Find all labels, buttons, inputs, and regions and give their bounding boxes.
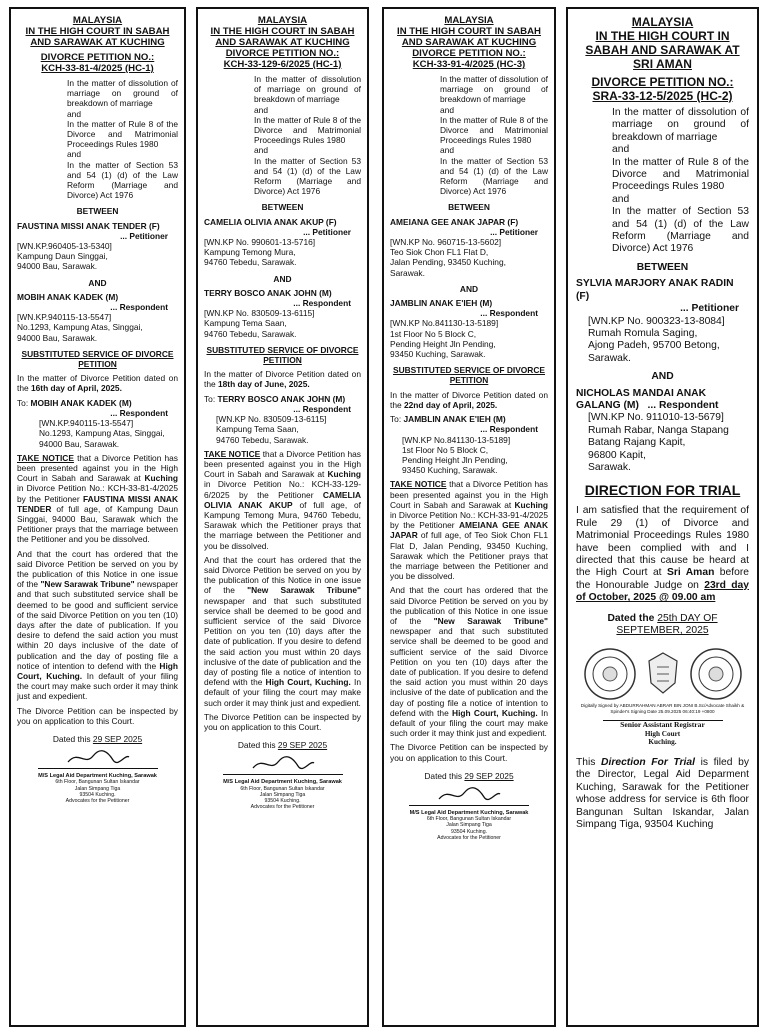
to-address: 94000 Bau, Sarawak. — [39, 438, 120, 449]
notice-column-3 — [382, 7, 556, 1027]
petition-date: 22nd day of April, 2025. — [403, 399, 498, 410]
and-label: AND — [88, 277, 107, 288]
signature-icon — [248, 754, 318, 774]
petitioner-ic: [WN.KP.960405-13-5340] — [17, 241, 112, 252]
petitioner-role: ... Petitioner — [680, 303, 739, 315]
court-seal-icon — [583, 647, 637, 701]
digital-signature-text: Digitally Signed by ABDURRAHMAN ABRAR BIN JONI B.Sc/Advocate Shaikh & Spinder's Signing Date 25.09.2025 06:40:19 +0800 — [580, 703, 745, 714]
signature-line — [38, 768, 158, 769]
between-label: BETWEEN — [76, 206, 119, 217]
to-name: TERRY BOSCO ANAK JOHN (M) — [217, 393, 346, 404]
petitioner-address: Sarawak. — [588, 352, 631, 364]
respondent-address: Sarawak. — [588, 461, 631, 473]
advocate-block: M/S Legal Aid Department Kuching, Sarawak 6th Floor, Bangunan Sultan Iskandar Jalan Simpang Tiga 93504 Kuching. Advocates for the Petitioner — [223, 779, 342, 811]
signature-icon — [63, 748, 133, 768]
petitioner-address: Jalan Pending, 93450 Kuching, — [390, 257, 506, 268]
notice-column-2 — [196, 7, 369, 1027]
matter-rule8: In the matter of Rule 8 of the Divorce and Matrimonial Proceedings Rules 1980 — [440, 114, 548, 146]
matter-section53: In the matter of Section 53 and 54 (1) (d) of the Law Reform (Marriage and Divorce) Act 1976 — [612, 206, 749, 255]
advocate-block: M/S Legal Aid Department Kuching, Sarawak 6th Floor, Bangunan Sultan Iskandar Jalan Simpang Tiga 93504 Kuching. Advocates for the Petitioner — [38, 773, 157, 804]
respondent-ic: [WN.KP No.841130-13-5189] — [390, 318, 499, 329]
court-heading: IN THE HIGH COURT IN SABAH AND SARAWAK AT SRI AMAN — [585, 29, 740, 71]
country-heading: MALAYSIA — [257, 15, 308, 26]
to-ic: [WN.KP No. 830509-13-6115] — [216, 414, 327, 425]
petition-no-label: DIVORCE PETITION NO.: — [40, 52, 155, 63]
petition-date-text: In the matter of Divorce Petition dated on the 16th day of April, 2025. — [17, 373, 178, 394]
matter-and: and — [612, 144, 630, 156]
petitioner-name: SYLVIA MARJORY ANAK RADIN (F) — [576, 278, 734, 302]
petitioner-address: Rumah Romula Saging, — [588, 327, 698, 339]
matter-and: and — [254, 104, 268, 115]
service-order-paragraph: And that the court has ordered that the said Divorce Petition be served on you by the publication of this Notice in one issue of the "New Sarawak Tribune" newspaper and that such substituted service shall be deemed to be good and sufficient service of the said Divorce Petition on you ten (10) days after the date of publication. If you desire to defend the said action you must within 20 days inclusive of the date of publication and the day of posting file a notice of intention to defend with the High Court, Kuching. In default of your filing the court may make such order it may think just and expedient. — [204, 554, 361, 708]
country-heading: MALAYSIA — [631, 15, 694, 29]
service-order-paragraph: And that the court has ordered that the said Divorce Petition be served on you by the publication of this Notice in one issue of the "New Sarawak Tribune" newspaper and that such substituted service shall be deemed to be good and sufficient service of the said Divorce Petition on you ten (10) days after the date of publication. If you desire to defend the said action you must within 20 days inclusive of the date of publication and the day of posting file a notice of intention to defend with the High Court, Kuching. In default of your filing the court may make such order it may think just and expedient. — [17, 548, 179, 702]
inspect-paragraph: The Divorce Petition can be inspected by you on application to this Court. — [390, 742, 548, 763]
matter-section53: In the matter of Section 53 and 54 (1) (d) of the Law Reform (Marriage and Divorce) Act 1976 — [440, 155, 548, 197]
respondent-address: 1st Floor No 5 Block C, — [390, 328, 477, 339]
respondent-name: MOBIH ANAK KADEK (M) — [17, 291, 119, 302]
respondent-address: No.1293, Kampung Atas, Singgai, — [17, 322, 143, 333]
petitioner-address: 94000 Bau, Sarawak. — [17, 261, 98, 272]
respondent-address: Pending Height Jln Pending, — [390, 338, 496, 349]
petitioner-role: ... Petitioner — [490, 226, 538, 237]
respondent-role: ... Respondent — [293, 403, 351, 414]
to-address: No.1293, Kampung Atas, Singgai, — [39, 428, 165, 439]
respondent-address: Batang Rajang Kapit, — [588, 437, 686, 449]
to-name: MOBIH ANAK KADEK (M) — [30, 397, 132, 408]
petitioner-address: Kampung Daun Singgai, — [17, 251, 108, 262]
substituted-service-heading: SUBSTITUTED SERVICE OF DIVORCE PETITION — [206, 344, 359, 366]
respondent-ic: [WN.KP No. 830509-13-6115] — [204, 308, 315, 319]
respondent-name-line2: GALANG (M) ... Respondent — [576, 399, 719, 411]
to-line: To: MOBIH ANAK KADEK (M) — [17, 397, 132, 408]
matter-and: and — [612, 193, 630, 205]
advocate-block: M/S Legal Aid Department Kuching, Sarawak 6th Floor, Bangunan Sultan Iskandar Jalan Simpang Tiga 93504 Kuching. Advocates for the Petitioner — [409, 810, 529, 841]
respondent-ic: [WN.KP.940115-13-5547] — [17, 312, 112, 323]
petition-no: KCH-33-91-4/2025 (HC-3) — [412, 59, 526, 70]
filing-note: This Direction For Trial is filed by the Director, Legal Aid Deparment Kuching, Sarawak for the Petitioner whose address for service is 6th floor Bangunan Sultan Iskandar, Jalan Simpang Tiga, 93504 Kuching — [576, 757, 749, 831]
respondent-role: ... Respondent — [110, 407, 168, 418]
take-notice-paragraph: TAKE NOTICE that a Divorce Petition has been presented against you in the High Court in Sabah and Sarawak at Kuching in Divorce Petition No.: KCH-33-91-4/2025 by the Petitioner AMEIANA GEE ANAK JAPAR of full age, of Teo Siok Chon FL1 Flat D, Jalan Pending, 93450 Kuching, Sarawak which the Petitioner prays that the marriage between the Petitioner and you be dissolved. — [390, 479, 549, 582]
petitioner-name: CAMELIA OLIVIA ANAK AKUP (F) — [204, 216, 337, 227]
signature-icon — [434, 785, 504, 805]
respondent-role: ... Respondent — [110, 302, 168, 313]
to-address: 94760 Tebedu, Sarawak. — [216, 434, 309, 445]
to-name: JAMBLIN ANAK E'IEH (M) — [403, 414, 506, 425]
respondent-name: NICHOLAS MANDAI ANAK — [576, 387, 707, 399]
take-notice-paragraph: TAKE NOTICE that a Divorce Petition has been presented against you in the High Court in Sabah and Sarawak at Kuching in Divorce Petition No.: KCH-33-129-6/2025 by the Petitioner CAMELIA OLIVIA ANAK AKUP of full age, of Kampung Temong Mura, 94760 Tebedu, Sarawak which the Petitioner prays that the marriage between the Petitioner and you be dissolved. — [204, 448, 362, 551]
petitioner-name: FAUSTINA MISSI ANAK TENDER (F) — [17, 220, 160, 231]
signature-line — [223, 774, 343, 775]
petition-no: KCH-33-129-6/2025 (HC-1) — [223, 59, 342, 70]
to-address: Pending Height Jln Pending, — [402, 454, 508, 465]
substituted-service-heading: SUBSTITUTED SERVICE OF DIVORCE PETITION — [21, 348, 174, 370]
to-address: 93450 Kuching, Sarawak. — [402, 465, 498, 476]
respondent-address: 94000 Bau, Sarawak. — [17, 332, 98, 343]
matter-dissolution: In the matter of dissolution of marriage on ground of breakdown of marriage — [254, 74, 361, 105]
country-heading: MALAYSIA — [444, 15, 494, 26]
matter-and: and — [67, 149, 81, 160]
court-heading: IN THE HIGH COURT IN SABAH AND SARAWAK AT KUCHING — [210, 26, 355, 48]
to-address: Kampung Tema Saan, — [216, 424, 299, 435]
crest-icon — [643, 647, 683, 701]
petitioner-name: AMEIANA GEE ANAK JAPAR (F) — [390, 216, 519, 227]
matter-section53: In the matter of Section 53 and 54 (1) (d) of the Law Reform (Marriage and Divorce) Act 1976 — [67, 159, 178, 201]
respondent-role: ... Respondent — [293, 298, 351, 309]
matter-and: and — [440, 104, 454, 115]
signature-line — [409, 805, 529, 806]
to-ic: [WN.KP.940115-13-5547] — [39, 418, 134, 429]
petition-date: 16th day of April, 2025. — [30, 383, 122, 394]
matter-and: and — [254, 145, 268, 156]
petitioner-address: Ajong Padeh, 95700 Betong, — [588, 340, 720, 352]
substituted-service-heading: SUBSTITUTED SERVICE OF DIVORCE PETITION — [392, 365, 545, 386]
petition-no: KCH-33-81-4/2025 (HC-1) — [41, 63, 154, 74]
take-notice-paragraph: TAKE NOTICE that a Divorce Petition has been presented against you in the High Court in Sabah and Sarawak at Kuching in Divorce Petition No.: KCH-33-81-4/2025 by the Petitioner FAUSTINA MISSI ANAK TENDER of full age, of Kampung Daun Singgai, 94000 Bau, Sarawak which the Petitioner prays that the marriage between the Petitioner and you be dissolved. — [17, 452, 178, 545]
matter-section53: In the matter of Section 53 and 54 (1) (d) of the Law Reform (Marriage and Divorce) Act 1976 — [254, 155, 361, 197]
between-label: BETWEEN — [636, 261, 689, 273]
to-line: To: JAMBLIN ANAK E'IEH (M) — [390, 414, 506, 425]
matter-and: and — [440, 145, 454, 156]
to-line: To: TERRY BOSCO ANAK JOHN (M) — [204, 393, 346, 404]
matter-dissolution: In the matter of dissolution of marriage on ground of breakdown of marriage — [67, 78, 178, 109]
and-label: AND — [651, 371, 674, 383]
petition-date: 18th day of June, 2025. — [217, 379, 310, 390]
petitioner-ic: [WN.KP No. 960715-13-5602] — [390, 237, 502, 248]
respondent-name: TERRY BOSCO ANAK JOHN (M) — [204, 287, 332, 298]
petitioner-role: ... Petitioner — [120, 230, 168, 241]
petitioner-address: 94760 Tebedu, Sarawak. — [204, 257, 297, 268]
direction-dated: Dated the 25th DAY OF SEPTEMBER, 2025 — [607, 612, 718, 637]
petitioner-address: Teo Siok Chon FL1 Flat D, — [390, 247, 489, 258]
petition-no-label: DIVORCE PETITION NO.: — [225, 48, 340, 59]
respondent-address: 93450 Kuching, Sarawak. — [390, 349, 486, 360]
petition-no-label: DIVORCE PETITION NO.: — [412, 48, 526, 59]
dated-line: Dated this 29 SEP 2025 — [52, 733, 143, 744]
matter-rule8: In the matter of Rule 8 of the Divorce and Matrimonial Proceedings Rules 1980 — [254, 114, 361, 146]
between-label: BETWEEN — [261, 202, 304, 213]
petitioner-ic: [WN.KP No. 900323-13-8084] — [588, 315, 725, 327]
inspect-paragraph: The Divorce Petition can be inspected by you on application to this Court. — [17, 705, 178, 726]
notice-column-4 — [566, 7, 759, 1027]
petition-date-text: In the matter of Divorce Petition dated on the 22nd day of April, 2025. — [390, 389, 548, 410]
court-heading: IN THE HIGH COURT IN SABAH AND SARAWAK AT KUCHING — [397, 26, 541, 48]
petitioner-ic: [WN.KP No. 990601-13-5716] — [204, 237, 316, 248]
petition-date-text: In the matter of Divorce Petition dated on the 18th day of June, 2025. — [204, 369, 361, 390]
respondent-role: ... Respondent — [480, 424, 538, 435]
petitioner-address: Sarawak. — [390, 267, 425, 278]
court-heading: IN THE HIGH COURT IN SABAH AND SARAWAK AT KUCHING — [25, 26, 170, 48]
dated-line: Dated this 29 SEP 2025 — [424, 770, 514, 781]
registrar-block: Senior Assistant Registrar High Court Kuching. — [620, 720, 705, 747]
to-ic: [WN.KP No.841130-13-5189] — [402, 434, 511, 445]
respondent-address: Rumah Rabar, Nanga Stapang — [588, 424, 729, 436]
inspect-paragraph: The Divorce Petition can be inspected by you on application to this Court. — [204, 711, 361, 732]
respondent-name: JAMBLIN ANAK E'IEH (M) — [390, 298, 493, 309]
matter-dissolution: In the matter of dissolution of marriage on ground of breakdown of marriage — [612, 107, 749, 143]
respondent-address: 96800 Kapit, — [588, 449, 646, 461]
petitioner-role: ... Petitioner — [303, 226, 351, 237]
direction-paragraph: I am satisfied that the requirement of Rule 29 (1) of Divorce and Matrimonial Proceedings Rules 1980 have been complied with and I directed that this cause be heard at the High Court at Sri Aman before the Honourable Judge on 23rd day of October, 2025 @ 09.00 am — [576, 505, 749, 604]
respondent-address: 94760 Tebedu, Sarawak. — [204, 328, 297, 339]
court-seal-icon — [689, 647, 743, 701]
petition-no: SRA-33-12-5/2025 (HC-2) — [592, 89, 733, 103]
notice-column-1 — [9, 7, 186, 1027]
between-label: BETWEEN — [448, 202, 490, 213]
matter-rule8: In the matter of Rule 8 of the Divorce and Matrimonial Proceedings Rules 1980 — [612, 156, 749, 193]
and-label: AND — [459, 283, 479, 294]
matter-and: and — [67, 108, 81, 119]
petitioner-address: Kampung Temong Mura, — [204, 247, 296, 258]
country-heading: MALAYSIA — [72, 15, 123, 26]
respondent-address: Kampung Tema Saan, — [204, 318, 287, 329]
service-order-paragraph: And that the court has ordered that the said Divorce Petition be served on you by the publication of this Notice in one issue of the "New Sarawak Tribune" newspaper and that such substituted service shall be deemed to be good and sufficient service of the said Divorce Petition on you ten (10) days after the date of publication. If you desire to defend the said action you must within 20 days inclusive of the date of publication and the day of posting file a notice of intention to defend with the High Court, Kuching. In default of your filing the court may make such order it may think just and expedient. — [390, 585, 548, 739]
petition-no-label: DIVORCE PETITION NO.: — [591, 75, 734, 89]
and-label: AND — [273, 273, 292, 284]
direction-title: DIRECTION FOR TRIAL — [584, 482, 741, 499]
court-seals — [576, 647, 749, 701]
dated-line: Dated this 29 SEP 2025 — [237, 740, 328, 751]
respondent-role: ... Respondent — [480, 308, 538, 319]
respondent-ic: [WN.KP No. 911010-13-5679] — [588, 412, 724, 424]
to-address: 1st Floor No 5 Block C, — [402, 444, 489, 455]
matter-dissolution: In the matter of dissolution of marriage on ground of breakdown of marriage — [440, 74, 548, 105]
matter-rule8: In the matter of Rule 8 of the Divorce and Matrimonial Proceedings Rules 1980 — [67, 118, 178, 150]
